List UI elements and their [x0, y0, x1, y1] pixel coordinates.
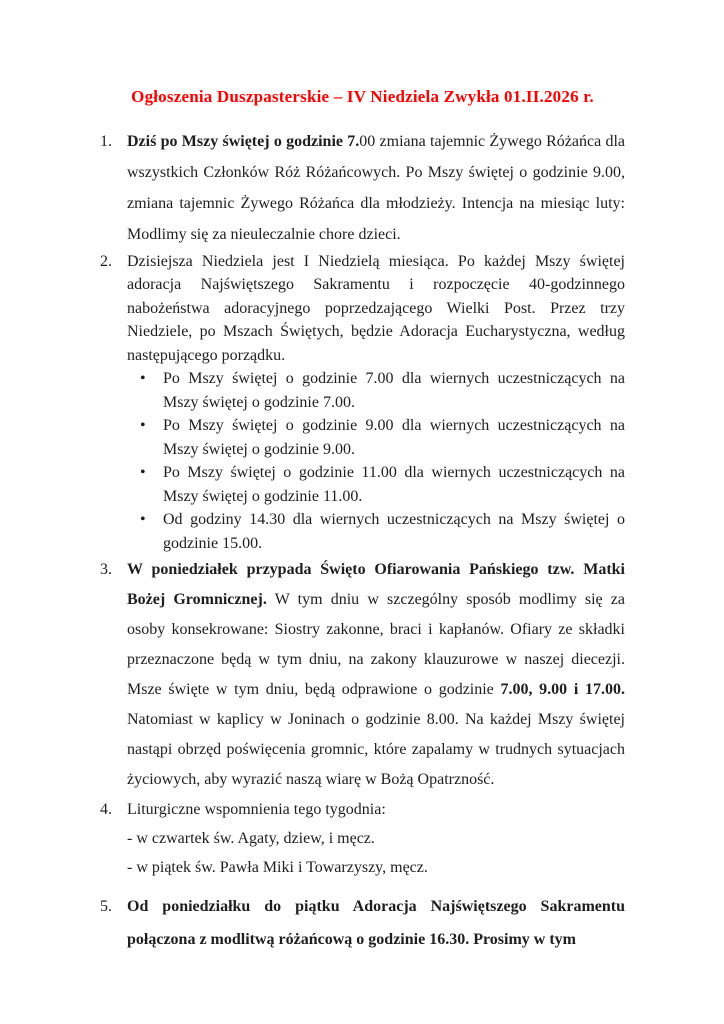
item-2-bullet-list: [127, 367, 625, 555]
item-2-number: 2.: [100, 253, 112, 270]
text-segment: W poniedziałek przypada Święto Ofiarowania Pańskiego tzw. Matki Bożej Gromnicznej.: [127, 561, 625, 609]
bullet-item-4-text: Od godziny 14.30 dla wiernych uczestniczących na Mszy świętej o godzinie 15.00.: [163, 511, 625, 552]
item-4-line-1: Liturgiczne wspomnienia tego tygodnia:: [127, 801, 386, 819]
item-5-text: [127, 890, 625, 956]
bullet-icon: •: [140, 511, 146, 529]
item-1-number: 1.: [100, 133, 112, 150]
announcement-item-1: [100, 126, 625, 250]
item-4-number: 4.: [100, 801, 112, 819]
item-3-number: 3.: [100, 561, 112, 579]
item-4-body: [127, 795, 625, 882]
announcement-list: [100, 126, 625, 956]
bullet-item-2-text: Po Mszy świętej o godzinie 9.00 dla wiernych uczestniczących na Mszy świętej o godzinie 9.00.: [163, 417, 625, 458]
text-segment: Od poniedziałku do piątku Adoracja Najświętszego Sakramentu połączona z modlitwą różańcową o godzinie 16.30. Prosimy w tym: [127, 898, 625, 949]
text-segment: 7.00, 9.00 i 17.00.: [500, 681, 626, 699]
announcement-item-5: [100, 890, 625, 956]
item-1-text: [127, 126, 625, 250]
item-4-line-3: - w piątek św. Pawła Miki i Towarzyszy, męcz.: [127, 859, 428, 877]
page-title: Ogłoszenia Duszpasterskie – IV Niedziela Zwykła 01.II.2026 r.: [131, 87, 594, 106]
bullet-icon: •: [140, 370, 146, 388]
announcement-item-4: [100, 795, 625, 882]
item-5-number: 5.: [100, 898, 112, 916]
announcement-item-3: [100, 555, 625, 795]
text-segment: W tym dniu w szczególny sposób modlimy się za osoby konsekrowane: Siostry zakonne, braci i kapłanów. Ofiary ze składki przeznaczone będą w tym dniu, na zakony klauzurowe w naszej diecezji. Msze święte w tym dniu, będą odprawione o godzinie: [127, 591, 625, 699]
announcement-item-2: [100, 250, 625, 555]
text-segment: Dziś po Mszy świętej o godzinie 7.: [127, 133, 360, 150]
bullet-item-3: [127, 461, 625, 508]
item-2-body: [127, 250, 625, 555]
text-segment: Natomiast w kaplicy w Joninach o godzinie 8.00. Na każdej Mszy świętej nastąpi obrzęd poświęcenia gromnic, które zapalamy w trudnych sytuacjach życiowych, aby wyrazić naszą wiarę w Bożą Opatrzność.: [127, 711, 625, 789]
item-4-line-2: - w czwartek św. Agaty, dziew, i męcz.: [127, 830, 375, 848]
bullet-item-1-text: Po Mszy świętej o godzinie 7.00 dla wiernych uczestniczących na Mszy świętej o godzinie 7.00.: [163, 370, 625, 411]
bullet-icon: •: [140, 417, 146, 435]
item-3-text: [127, 555, 625, 795]
text-segment: 00 zmiana tajemnic Żywego Różańca dla wszystkich Członków Róż Różańcowych. Po Mszy świętej o godzinie 9.00, zmiana tajemnic Żywego Różańca dla młodzieży. Intencja na miesiąc luty: Modlimy się za nieuleczalnie chore dzieci.: [127, 133, 625, 243]
bullet-item-4: [127, 508, 625, 555]
bullet-item-3-text: Po Mszy świętej o godzinie 11.00 dla wiernych uczestniczących na Mszy świętej o godzinie 11.00.: [163, 464, 625, 505]
bullet-item-1: [127, 367, 625, 414]
bullet-item-2: [127, 414, 625, 461]
item-2-text: Dzisiejsza Niedziela jest I Niedzielą miesiąca. Po każdej Mszy świętej adoracja Najświętszego Sakramentu i rozpoczęcie 40-godzinnego nabożeństwa adoracyjnego poprzedzającego Wielki Post. Przez trzy Niedziele, po Mszach Świętych, będzie Adoracja Eucharystyczna, według następującego porządku.: [127, 253, 625, 364]
bullet-icon: •: [140, 464, 146, 482]
